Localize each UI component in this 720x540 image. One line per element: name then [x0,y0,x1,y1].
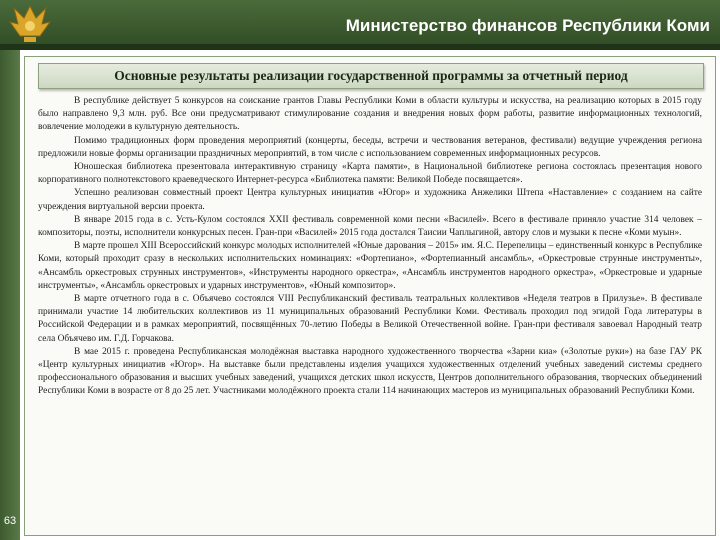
header-bar [0,0,720,50]
slide-title-box [38,63,704,89]
paragraph: Юношеская библиотека презентовала интерактивную страницу «Карта памяти», в Национальной библиотеке региона состоялась презентация нового корпоративного полнотекстового краеведческого Интернет-ресурса «Библиотека памяти: Великой Победе посвящается». [38,162,702,186]
header-divider [0,44,720,50]
paragraph: В республике действует 5 конкурсов на соискание грантов Главы Республики Коми в области культуры и искусства, на реализацию которых в 2015 году было направлено 9,3 млн. руб. Все они предусматривают стимулирование создания и внедрения новых форм работы, развитие информационных технологий, вовлечение молодежи в культурную деятельность. [38,96,702,133]
ministry-title: Министерство финансов Республики Коми [345,16,710,35]
slide-title: Основные результаты реализации государственной программы за отчетный период [114,68,628,83]
page-number: 63 [3,515,17,527]
republic-komi-emblem-icon [6,2,54,46]
paragraph: В марте прошел XIII Всероссийский конкурс молодых исполнителей «Юные дарования – 2015» им. Я.С. Перепелицы – единственный конкурс в Республике Коми, который проходит сразу в нескольких исполнительских номинациях: «Фортепиано», «Фортепианный ансамбль», «Оркестровые струнные инструменты», «Ансамбль оркестровых струнных инструментов», «Инструменты народного оркестра», «Ансамбль инструментов народного оркестра», «Оркестровые и ударные инструменты», «Ансамбль оркестровых и ударных инструментов», «Юный композитор». [38,241,702,291]
paragraph: В марте отчетного года в с. Объячево состоялся VIII Республиканский фестиваль театральных коллективов «Неделя театров в Прилузье». В фестивале принимали участие 14 любительских коллективов из 11 муниципальных образований Республики Коми. Фестиваль проходил под эгидой Года литературы в Российской Федерации и в рамках мероприятий, посвящённых 70-летию Победы в Великой Отечественной войне. Гран-при фестиваля завоевал Народный театр села Объячево им. Г.Д. Горчакова. [38,294,702,344]
left-side-bar [0,50,20,540]
body-text [38,95,702,399]
paragraph: В мае 2015 г. проведена Республиканская молодёжная выставка народного художественного творчества «Зарни киа» («Золотые руки») на базе ГАУ РК «Центр культурных инициатив «Югор». На выставке были представлены изделия учащихся художественных отделений учебных заведений системы среднего профессионального образования и высших учебных заведений, учащихся детских школ искусств, Центров дополнительного образования, творческих объединений Республики Коми в возрасте от 8 до 25 лет. Участниками молодёжного проекта стали 114 начинающих мастеров из муниципальных образований Республики Коми. [38,346,702,397]
paragraph: В январе 2015 года в с. Усть-Кулом состоялся XXII фестиваль современной коми песни «Василей». Всего в фестивале приняло участие 314 человек – композиторы, поэты, исполнители конкурсных песен. Гран-при «Василей» 2015 года достался Таисии Чаплыгиной, автору слов и музыки к песне «Коми муын». [38,214,702,239]
paragraph: Помимо традиционных форм проведения мероприятий (концерты, беседы, встречи и чествования ветеранов, фестивали) ведущие учреждения региона предложили новые формы организации праздничных мероприятий, в том числе с использованием современных информационных ресурсов. [38,135,702,159]
paragraph: Успешно реализован совместный проект Центра культурных инициатив «Югор» и художника Анжелики Штепа «Наставление» с созданием на сайте учреждения виртуальной версии проекта. [38,188,702,212]
